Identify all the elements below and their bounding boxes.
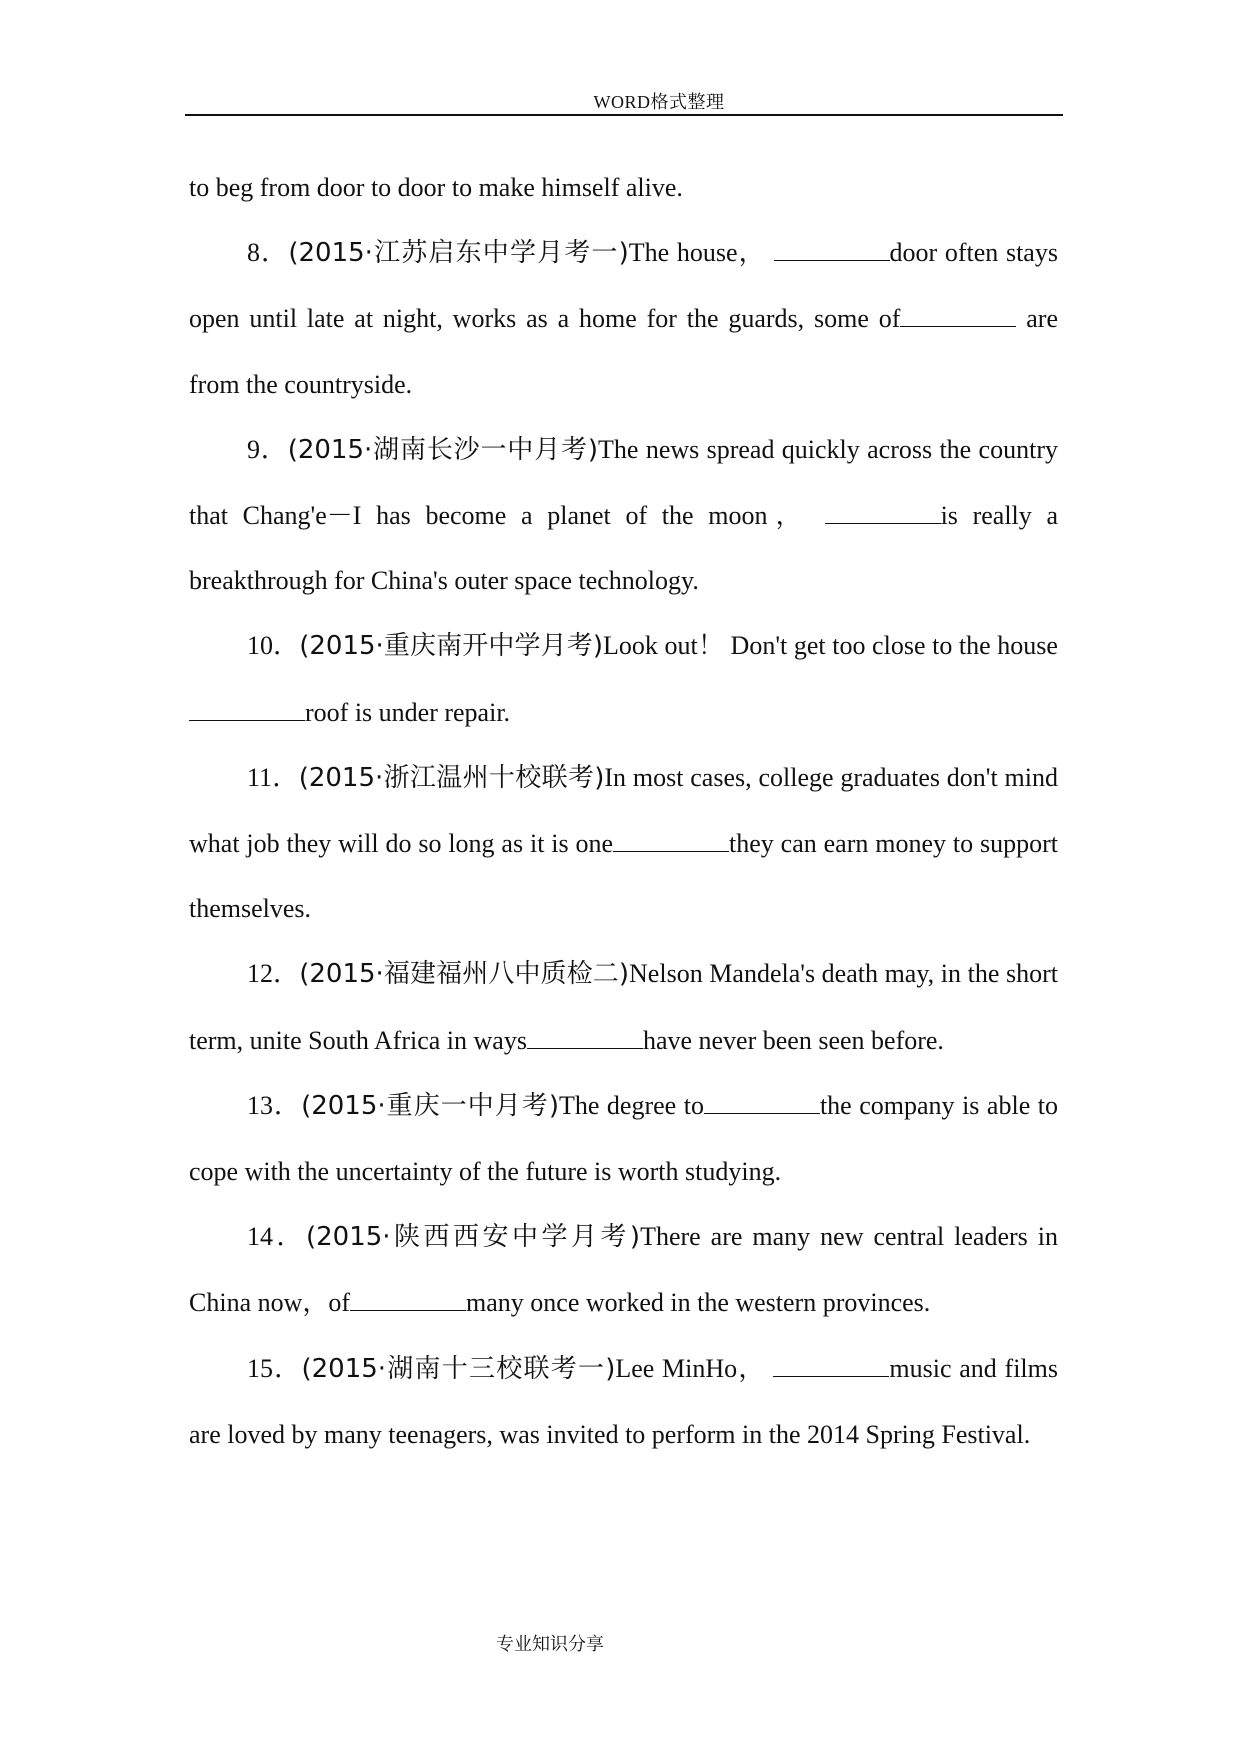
answer-blank [773, 1356, 889, 1377]
answer-blank [825, 503, 941, 524]
question-text-before: In most cases, college graduates don't mind what job they will do so long as it is one [189, 762, 1058, 859]
page-header [185, 88, 1063, 114]
question-12 [189, 941, 1058, 1072]
question-text-before: The house， [628, 238, 766, 268]
question-text-before: The degree to [558, 1090, 704, 1120]
question-source: (2015·湖南长沙一中月考) [287, 434, 599, 465]
question-text-after: they can earn money to support themselves. [189, 829, 1058, 924]
intro-line: to beg from door to door to make himself alive. [189, 173, 683, 202]
answer-blank [350, 1290, 466, 1311]
answer-blank-2 [900, 306, 1016, 327]
question-text-after: many once worked in the western provinces. [466, 1288, 931, 1318]
question-number: 14． [247, 1222, 306, 1252]
question-text-after: the company is able to cope with the uncertainty of the future is worth studying. [189, 1090, 1058, 1187]
question-14 [189, 1204, 1058, 1335]
header-rule [185, 114, 1063, 116]
question-number: 10． [247, 631, 300, 661]
question-source: (2015·福建福州八中质检二) [299, 959, 630, 990]
question-text-before: Lee MinHo， [615, 1353, 766, 1383]
question-text-before: The news spread quickly across the country that Chang'e－I has become a planet of the moon， [189, 434, 1058, 531]
question-9 [189, 417, 1058, 614]
question-text-after: music and films are loved by many teenagers, was invited to perform in the 2014 Spring Festival. [189, 1353, 1058, 1449]
question-source: (2015·重庆南开中学月考) [299, 631, 603, 662]
question-13 [189, 1073, 1058, 1204]
question-text-after: is really a breakthrough for China's outer space technology. [189, 501, 1059, 596]
question-number: 11． [247, 762, 299, 792]
question-8 [189, 220, 1058, 417]
question-15 [189, 1336, 1058, 1467]
question-text-after: roof is under repair. [305, 697, 511, 727]
document-body [189, 155, 1058, 1467]
question-number: 8． [247, 238, 289, 268]
answer-blank [704, 1093, 820, 1114]
question-11 [189, 745, 1058, 942]
question-text-before: There are many new central leaders in China now，of [189, 1222, 1058, 1318]
answer-blank [774, 240, 890, 261]
header-text: WORD格式整理 [593, 92, 725, 112]
question-source: (2015·重庆一中月考) [301, 1090, 559, 1121]
question-text-after: door often stays open until late at night, works as a home for the guards, some of [189, 238, 1058, 334]
question-text-before: Look out！ Don't get too close to the house [602, 631, 1058, 661]
question-source: (2015·湖南十三校联考一) [301, 1353, 616, 1384]
answer-blank [189, 700, 305, 721]
page-footer: 专业知识分享 [496, 1634, 604, 1654]
question-source: (2015·陕西西安中学月考) [305, 1222, 641, 1253]
answer-blank [527, 1028, 643, 1049]
question-number: 15． [247, 1353, 302, 1383]
question-10 [189, 613, 1058, 744]
question-text-before: Nelson Mandela's death may, in the short term, unite South Africa in ways [189, 959, 1058, 1055]
question-source: (2015·浙江温州十校联考) [298, 762, 605, 793]
question-number: 9． [247, 434, 288, 464]
answer-blank [613, 831, 729, 852]
question-number: 12． [247, 959, 300, 989]
question-number: 13． [247, 1090, 302, 1120]
question-source: (2015·江苏启东中学月考一) [288, 238, 629, 269]
question-text-after-2: are from the countryside. [189, 304, 1058, 399]
question-text-after: have never been seen before. [642, 1025, 944, 1055]
